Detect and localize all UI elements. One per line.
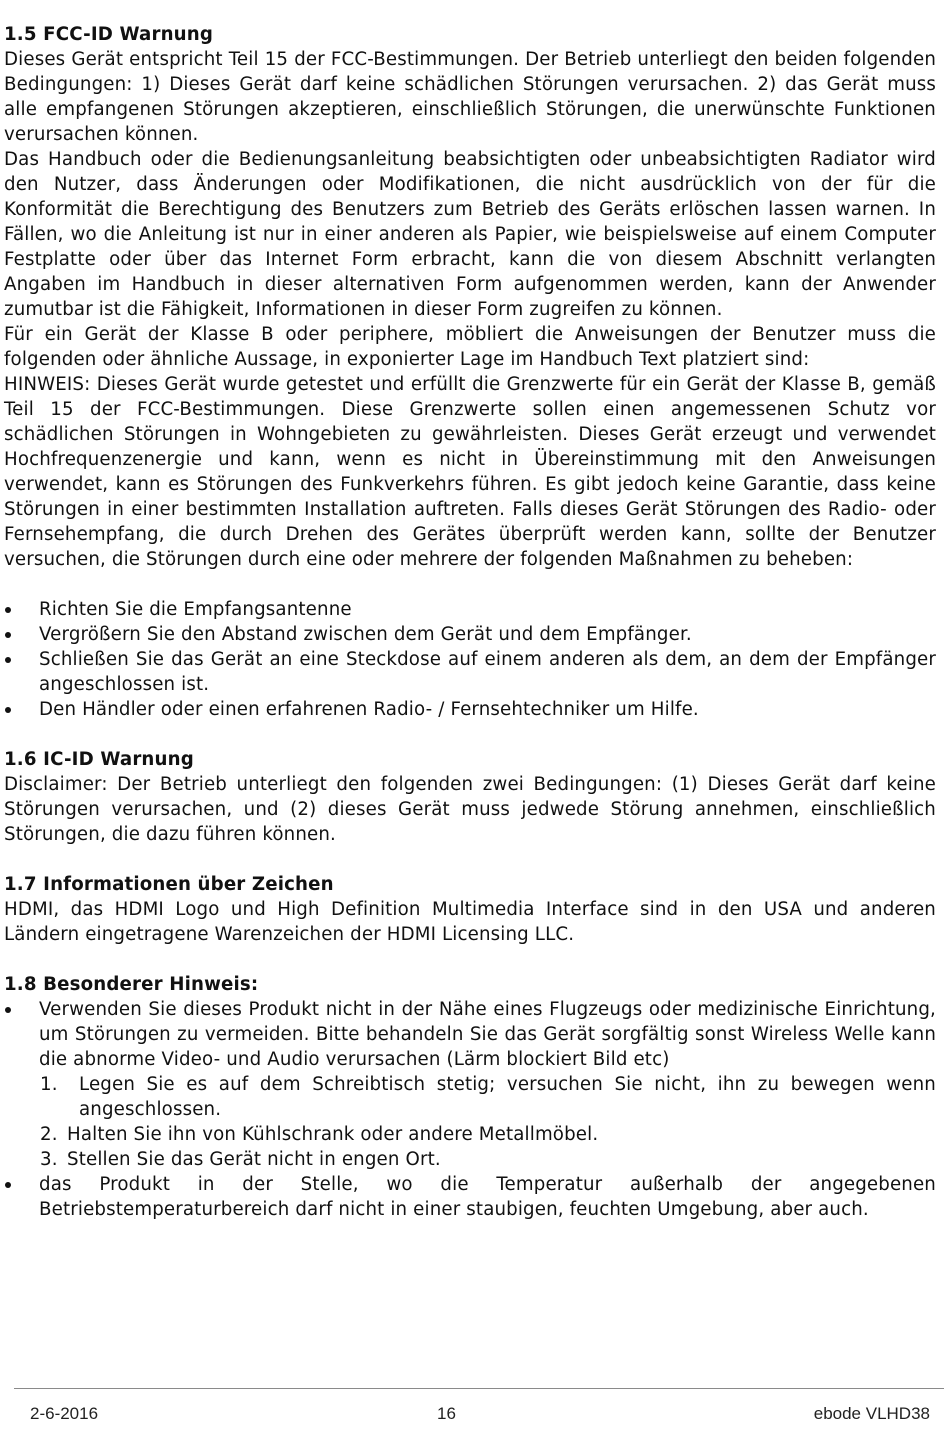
fcc-paragraph-1: Dieses Gerät entspricht Teil 15 der FCC-Bestimmungen. Der Betrieb unterliegt den beiden folgenden Bedingungen: 1) Dieses Gerät darf keine schädlichen Störungen verursachen. 2) das Gerät muss alle empfangenen Störungen akzeptieren, einschließlich Störungen, die unerwünschte Funktionen verursachen können. <box>4 49 936 145</box>
ic-paragraph: Disclaimer: Der Betrieb unterliegt den folgenden zwei Bedingungen: (1) Dieses Gerät darf keine Störungen verursachen, und (2) dieses Gerät muss jedwede Störung annehmen, einschließlich Störungen, die dazu führen können. <box>4 774 936 845</box>
document-page <box>4 22 936 1222</box>
trademark-paragraph: HDMI, das HDMI Logo und High Definition Multimedia Interface sind in den USA und anderen Ländern eingetragene Warenzeichen der HDMI Licensing LLC. <box>4 899 936 945</box>
list-item: das Produkt in der Stelle, wo die Temperatur außerhalb der angegebenen Betriebstemperaturbereich darf nicht in einer staubigen, feuchten Umgebung, aber auch. <box>4 1172 936 1222</box>
section-heading-special-notice: 1.8 Besonderer Hinweis: <box>4 974 259 995</box>
footer-product: ebode VLHD38 <box>813 1404 930 1423</box>
fcc-paragraph-3: Für ein Gerät der Klasse B oder periphere, möbliert die Anweisungen der Benutzer muss die folgenden oder ähnliche Aussage, in exponierter Lage im Handbuch Text platziert sind: <box>4 324 936 370</box>
section-heading-fcc: 1.5 FCC-ID Warnung <box>4 24 214 45</box>
spacer <box>4 722 936 747</box>
numbered-item: 1. Legen Sie es auf dem Schreibtisch stetig; versuchen Sie nicht, ihn zu bewegen wenn angeschlossen. <box>40 1074 936 1120</box>
footer-divider <box>14 1388 944 1389</box>
numbered-item: 2. Halten Sie ihn von Kühlschrank oder andere Metallmöbel. <box>40 1124 599 1145</box>
list-item: Richten Sie die Empfangsantenne <box>4 597 936 622</box>
fcc-notice-paragraph: HINWEIS: Dieses Gerät wurde getestet und erfüllt die Grenzwerte für ein Gerät der Klasse B, gemäß Teil 15 der FCC-Bestimmungen. Diese Grenzwerte sollen einen angemessenen Schutz vor schädlichen Störungen in Wohngebieten zu gewährleisten. Dieses Gerät erzeugt und verwendet Hochfrequenzenergie und kann, wenn es nicht in Übereinstimmung mit den Anweisungen verwendet, kann es Störungen des Funkverkehrs führen. Es gibt jedoch keine Garantie, dass keine Störungen in einer bestimmten Installation auftreten. Falls dieses Gerät Störungen des Radio- oder Fernsehempfang, die durch Drehen des Gerätes überprüft werden kann, sollte der Benutzer versuchen, die Störungen durch eine oder mehrere der folgenden Maßnahmen zu beheben: <box>4 374 936 570</box>
special-notice-list-2 <box>4 1172 936 1222</box>
list-item: Den Händler oder einen erfahrenen Radio- / Fernsehtechniker um Hilfe. <box>4 697 936 722</box>
bullet-icon <box>5 1182 11 1188</box>
list-item: Vergrößern Sie den Abstand zwischen dem Gerät und dem Empfänger. <box>4 622 936 647</box>
bullet-icon <box>5 607 11 613</box>
list-item: Schließen Sie das Gerät an eine Steckdose auf einem anderen als dem, an dem der Empfänger angeschlossen ist. <box>4 647 936 697</box>
footer-page-number: 16 <box>437 1404 456 1423</box>
spacer <box>4 947 936 972</box>
fcc-measures-list <box>4 597 936 722</box>
special-notice-list <box>4 997 936 1072</box>
bullet-icon <box>5 1007 11 1013</box>
section-heading-ic: 1.6 IC-ID Warnung <box>4 749 194 770</box>
footer-date: 2-6-2016 <box>30 1404 99 1423</box>
bullet-icon <box>5 707 11 713</box>
numbered-sublist <box>4 1072 936 1172</box>
bullet-icon <box>5 657 11 663</box>
fcc-paragraph-2: Das Handbuch oder die Bedienungsanleitung beabsichtigten oder unbeabsichtigten Radiator wird den Nutzer, dass Änderungen oder Modifikationen, die nicht ausdrücklich von der für die Konformität die Berechtigung des Benutzers zum Betrieb des Geräts erlöschen lassen warnen. In Fällen, wo die Anleitung ist nur in einer anderen als Papier, wie beispielsweise auf einem Computer Festplatte oder über das Internet Form erbracht, kann die von diesem Abschnitt verlangten Angaben im Handbuch in dieser alternativen Form aufgenommen werden, kann der Anwender zumutbar ist die Fähigkeit, Informationen in dieser Form zugreifen zu können. <box>4 149 936 320</box>
list-item: Verwenden Sie dieses Produkt nicht in der Nähe eines Flugzeugs oder medizinische Einrichtung, um Störungen zu vermeiden. Bitte behandeln Sie das Gerät sorgfältig sonst Wireless Welle kann die abnorme Video- und Audio verursachen (Lärm blockiert Bild etc) <box>4 997 936 1072</box>
spacer <box>4 572 936 597</box>
section-heading-trademarks: 1.7 Informationen über Zeichen <box>4 874 334 895</box>
numbered-item: 3. Stellen Sie das Gerät nicht in engen Ort. <box>40 1149 441 1170</box>
spacer <box>4 847 936 872</box>
bullet-icon <box>5 632 11 638</box>
